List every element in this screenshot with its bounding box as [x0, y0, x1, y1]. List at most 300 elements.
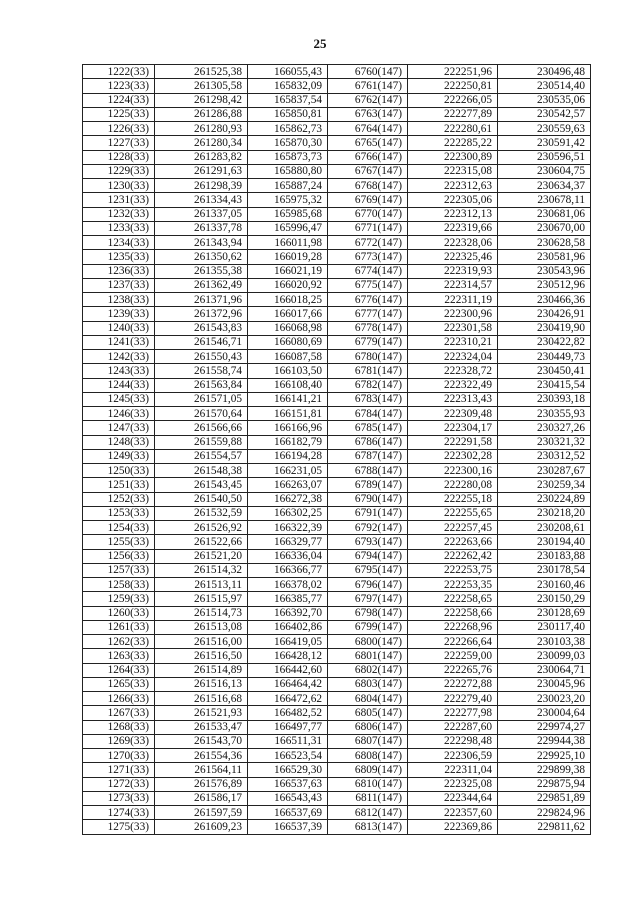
point-id-a-cell: 1223(33): [83, 79, 155, 93]
coord-y-a-cell: 166419,05: [248, 635, 328, 649]
coord-y-a-cell: 166068,98: [248, 321, 328, 335]
point-id-b-cell: 6809(147): [328, 763, 408, 777]
coord-x-b-cell: 222304,17: [408, 421, 498, 435]
table-row: [83, 107, 591, 121]
coord-x-a-cell: 261350,62: [155, 250, 248, 264]
point-id-a-cell: 1266(33): [83, 692, 155, 706]
table-row: [83, 563, 591, 577]
coord-y-b-cell: 230128,69: [498, 606, 591, 620]
coord-x-a-cell: 261521,20: [155, 549, 248, 563]
table-row: [83, 278, 591, 292]
coord-y-b-cell: 230596,51: [498, 150, 591, 164]
coord-x-a-cell: 261609,23: [155, 820, 248, 834]
coord-y-b-cell: 230099,03: [498, 649, 591, 663]
coord-x-a-cell: 261514,89: [155, 663, 248, 677]
point-id-b-cell: 6804(147): [328, 692, 408, 706]
coord-x-a-cell: 261540,50: [155, 492, 248, 506]
table-row: [83, 407, 591, 421]
coord-x-b-cell: 222255,18: [408, 492, 498, 506]
coord-x-a-cell: 261516,00: [155, 635, 248, 649]
coord-y-a-cell: 166020,92: [248, 278, 328, 292]
table-row: [83, 449, 591, 463]
table-row: [83, 293, 591, 307]
table-row: [83, 549, 591, 563]
coord-y-a-cell: 166378,02: [248, 578, 328, 592]
coord-y-b-cell: 230208,61: [498, 521, 591, 535]
point-id-a-cell: 1241(33): [83, 335, 155, 349]
coord-y-a-cell: 166392,70: [248, 606, 328, 620]
point-id-b-cell: 6813(147): [328, 820, 408, 834]
point-id-b-cell: 6782(147): [328, 378, 408, 392]
coord-y-a-cell: 166428,12: [248, 649, 328, 663]
coord-y-b-cell: 230466,36: [498, 293, 591, 307]
coord-x-b-cell: 222266,05: [408, 93, 498, 107]
point-id-b-cell: 6785(147): [328, 421, 408, 435]
point-id-b-cell: 6770(147): [328, 207, 408, 221]
table-row: [83, 335, 591, 349]
coord-x-b-cell: 222280,61: [408, 122, 498, 136]
coord-y-a-cell: 166537,39: [248, 820, 328, 834]
point-id-b-cell: 6784(147): [328, 407, 408, 421]
table-row: [83, 535, 591, 549]
coord-x-b-cell: 222325,08: [408, 777, 498, 791]
point-id-b-cell: 6776(147): [328, 293, 408, 307]
coord-x-b-cell: 222305,06: [408, 193, 498, 207]
point-id-b-cell: 6799(147): [328, 620, 408, 634]
coord-x-a-cell: 261291,63: [155, 164, 248, 178]
point-id-a-cell: 1262(33): [83, 635, 155, 649]
coord-y-b-cell: 229824,96: [498, 806, 591, 820]
coord-y-b-cell: 230117,40: [498, 620, 591, 634]
table-row: [83, 521, 591, 535]
point-id-a-cell: 1224(33): [83, 93, 155, 107]
table-row: [83, 250, 591, 264]
point-id-b-cell: 6775(147): [328, 278, 408, 292]
coord-y-b-cell: 229851,89: [498, 791, 591, 805]
point-id-b-cell: 6798(147): [328, 606, 408, 620]
point-id-a-cell: 1230(33): [83, 179, 155, 193]
coord-x-a-cell: 261283,82: [155, 150, 248, 164]
coord-y-b-cell: 230514,40: [498, 79, 591, 93]
coord-x-b-cell: 222266,64: [408, 635, 498, 649]
point-id-b-cell: 6793(147): [328, 535, 408, 549]
coord-y-a-cell: 165873,73: [248, 150, 328, 164]
coord-y-b-cell: 230259,34: [498, 478, 591, 492]
coord-y-a-cell: 166141,21: [248, 392, 328, 406]
coord-x-a-cell: 261564,11: [155, 763, 248, 777]
table-row: [83, 307, 591, 321]
coord-x-b-cell: 222251,96: [408, 65, 498, 79]
coord-x-b-cell: 222265,76: [408, 663, 498, 677]
point-id-a-cell: 1275(33): [83, 820, 155, 834]
coord-y-b-cell: 230681,06: [498, 207, 591, 221]
coord-x-a-cell: 261298,39: [155, 179, 248, 193]
table-row: [83, 464, 591, 478]
coord-x-a-cell: 261570,64: [155, 407, 248, 421]
coord-y-a-cell: 166231,05: [248, 464, 328, 478]
table-row: [83, 122, 591, 136]
coord-x-b-cell: 222357,60: [408, 806, 498, 820]
table-row: [83, 478, 591, 492]
coord-x-b-cell: 222263,66: [408, 535, 498, 549]
point-id-a-cell: 1248(33): [83, 435, 155, 449]
coord-y-b-cell: 230045,96: [498, 677, 591, 691]
coord-y-a-cell: 165850,81: [248, 107, 328, 121]
coord-x-a-cell: 261516,13: [155, 677, 248, 691]
point-id-a-cell: 1243(33): [83, 364, 155, 378]
coord-x-a-cell: 261546,71: [155, 335, 248, 349]
table-row: [83, 791, 591, 805]
point-id-b-cell: 6808(147): [328, 749, 408, 763]
table-row: [83, 663, 591, 677]
coord-x-a-cell: 261563,84: [155, 378, 248, 392]
coord-y-b-cell: 230160,46: [498, 578, 591, 592]
coord-y-a-cell: 166263,07: [248, 478, 328, 492]
coord-y-b-cell: 230604,75: [498, 164, 591, 178]
coord-y-a-cell: 166151,81: [248, 407, 328, 421]
coord-y-a-cell: 165837,54: [248, 93, 328, 107]
coord-y-b-cell: 230535,06: [498, 93, 591, 107]
coord-x-a-cell: 261543,45: [155, 478, 248, 492]
coord-y-a-cell: 166108,40: [248, 378, 328, 392]
coord-x-b-cell: 222258,65: [408, 592, 498, 606]
point-id-b-cell: 6763(147): [328, 107, 408, 121]
coord-x-b-cell: 222291,58: [408, 435, 498, 449]
coord-x-b-cell: 222319,93: [408, 264, 498, 278]
coord-y-a-cell: 166194,28: [248, 449, 328, 463]
table-row: [83, 392, 591, 406]
coord-x-a-cell: 261337,78: [155, 221, 248, 235]
point-id-a-cell: 1271(33): [83, 763, 155, 777]
point-id-a-cell: 1233(33): [83, 221, 155, 235]
point-id-a-cell: 1247(33): [83, 421, 155, 435]
table-row: [83, 79, 591, 93]
coord-x-b-cell: 222298,48: [408, 734, 498, 748]
coord-y-b-cell: 229974,27: [498, 720, 591, 734]
point-id-a-cell: 1226(33): [83, 122, 155, 136]
point-id-b-cell: 6792(147): [328, 521, 408, 535]
table-row: [83, 592, 591, 606]
coord-x-b-cell: 222306,59: [408, 749, 498, 763]
point-id-a-cell: 1265(33): [83, 677, 155, 691]
coord-y-b-cell: 230450,41: [498, 364, 591, 378]
coord-y-a-cell: 166019,28: [248, 250, 328, 264]
point-id-a-cell: 1232(33): [83, 207, 155, 221]
point-id-b-cell: 6764(147): [328, 122, 408, 136]
table-row: [83, 820, 591, 834]
coord-x-b-cell: 222322,49: [408, 378, 498, 392]
coord-y-a-cell: 166472,62: [248, 692, 328, 706]
table-row: [83, 749, 591, 763]
coord-x-a-cell: 261559,88: [155, 435, 248, 449]
point-id-b-cell: 6767(147): [328, 164, 408, 178]
point-id-a-cell: 1242(33): [83, 350, 155, 364]
point-id-a-cell: 1269(33): [83, 734, 155, 748]
point-id-a-cell: 1229(33): [83, 164, 155, 178]
coord-y-a-cell: 166018,25: [248, 293, 328, 307]
coord-x-a-cell: 261543,70: [155, 734, 248, 748]
coord-x-a-cell: 261280,34: [155, 136, 248, 150]
point-id-b-cell: 6780(147): [328, 350, 408, 364]
coord-y-a-cell: 165862,73: [248, 122, 328, 136]
coordinates-table-body: [83, 65, 591, 835]
table-row: [83, 221, 591, 235]
coord-x-b-cell: 222259,00: [408, 649, 498, 663]
coord-y-a-cell: 165832,09: [248, 79, 328, 93]
table-row: [83, 578, 591, 592]
coord-x-a-cell: 261362,49: [155, 278, 248, 292]
coord-y-a-cell: 166087,58: [248, 350, 328, 364]
point-id-b-cell: 6789(147): [328, 478, 408, 492]
coord-x-a-cell: 261516,50: [155, 649, 248, 663]
coord-x-b-cell: 222319,66: [408, 221, 498, 235]
point-id-b-cell: 6760(147): [328, 65, 408, 79]
table-row: [83, 421, 591, 435]
point-id-a-cell: 1254(33): [83, 521, 155, 535]
coord-x-a-cell: 261515,97: [155, 592, 248, 606]
coord-x-b-cell: 222300,96: [408, 307, 498, 321]
coord-y-b-cell: 229811,62: [498, 820, 591, 834]
coord-x-a-cell: 261522,66: [155, 535, 248, 549]
coord-y-b-cell: 229899,38: [498, 763, 591, 777]
point-id-a-cell: 1268(33): [83, 720, 155, 734]
coord-y-a-cell: 165880,80: [248, 164, 328, 178]
coord-x-b-cell: 222369,86: [408, 820, 498, 834]
point-id-a-cell: 1227(33): [83, 136, 155, 150]
coord-y-b-cell: 230194,40: [498, 535, 591, 549]
point-id-b-cell: 6772(147): [328, 236, 408, 250]
point-id-b-cell: 6800(147): [328, 635, 408, 649]
coord-y-b-cell: 230218,20: [498, 506, 591, 520]
coord-x-b-cell: 222287,60: [408, 720, 498, 734]
point-id-b-cell: 6787(147): [328, 449, 408, 463]
coord-x-b-cell: 222300,16: [408, 464, 498, 478]
coord-y-b-cell: 230312,52: [498, 449, 591, 463]
coord-x-b-cell: 222325,46: [408, 250, 498, 264]
coord-y-a-cell: 166272,38: [248, 492, 328, 506]
coord-x-a-cell: 261543,83: [155, 321, 248, 335]
point-id-a-cell: 1272(33): [83, 777, 155, 791]
coord-y-a-cell: 166302,25: [248, 506, 328, 520]
point-id-a-cell: 1259(33): [83, 592, 155, 606]
point-id-b-cell: 6786(147): [328, 435, 408, 449]
coord-x-b-cell: 222253,35: [408, 578, 498, 592]
coord-y-b-cell: 230581,96: [498, 250, 591, 264]
coord-y-a-cell: 166537,69: [248, 806, 328, 820]
coord-x-b-cell: 222285,22: [408, 136, 498, 150]
table-row: [83, 506, 591, 520]
point-id-b-cell: 6790(147): [328, 492, 408, 506]
point-id-a-cell: 1237(33): [83, 278, 155, 292]
coord-y-b-cell: 230496,48: [498, 65, 591, 79]
point-id-a-cell: 1235(33): [83, 250, 155, 264]
coord-y-b-cell: 230678,11: [498, 193, 591, 207]
coord-x-a-cell: 261371,96: [155, 293, 248, 307]
point-id-b-cell: 6795(147): [328, 563, 408, 577]
coord-x-a-cell: 261554,57: [155, 449, 248, 463]
coord-y-a-cell: 166080,69: [248, 335, 328, 349]
coord-x-b-cell: 222277,98: [408, 706, 498, 720]
coord-y-b-cell: 230393,18: [498, 392, 591, 406]
coord-y-a-cell: 166366,77: [248, 563, 328, 577]
coord-y-a-cell: 166537,63: [248, 777, 328, 791]
coord-x-b-cell: 222302,28: [408, 449, 498, 463]
coord-y-b-cell: 230426,91: [498, 307, 591, 321]
coord-y-a-cell: 165996,47: [248, 221, 328, 235]
coord-x-a-cell: 261305,58: [155, 79, 248, 93]
coord-y-a-cell: 166011,98: [248, 236, 328, 250]
point-id-b-cell: 6781(147): [328, 364, 408, 378]
coord-y-b-cell: 230415,54: [498, 378, 591, 392]
point-id-a-cell: 1267(33): [83, 706, 155, 720]
coord-y-b-cell: 230023,20: [498, 692, 591, 706]
coord-x-a-cell: 261597,59: [155, 806, 248, 820]
coord-x-a-cell: 261554,36: [155, 749, 248, 763]
table-row: [83, 806, 591, 820]
coord-x-b-cell: 222268,96: [408, 620, 498, 634]
coord-y-b-cell: 230543,96: [498, 264, 591, 278]
point-id-a-cell: 1274(33): [83, 806, 155, 820]
point-id-a-cell: 1225(33): [83, 107, 155, 121]
point-id-b-cell: 6788(147): [328, 464, 408, 478]
coord-x-b-cell: 222272,88: [408, 677, 498, 691]
table-row: [83, 763, 591, 777]
coord-x-b-cell: 222310,21: [408, 335, 498, 349]
point-id-a-cell: 1250(33): [83, 464, 155, 478]
coord-y-b-cell: 230628,58: [498, 236, 591, 250]
point-id-b-cell: 6794(147): [328, 549, 408, 563]
table-row: [83, 492, 591, 506]
table-row: [83, 207, 591, 221]
point-id-b-cell: 6801(147): [328, 649, 408, 663]
coord-x-b-cell: 222315,08: [408, 164, 498, 178]
coord-x-a-cell: 261548,38: [155, 464, 248, 478]
coord-y-b-cell: 230512,96: [498, 278, 591, 292]
coord-y-b-cell: 230183,88: [498, 549, 591, 563]
coord-x-a-cell: 261372,96: [155, 307, 248, 321]
coord-y-b-cell: 229944,38: [498, 734, 591, 748]
table-row: [83, 720, 591, 734]
coord-x-a-cell: 261298,42: [155, 93, 248, 107]
coord-x-b-cell: 222311,04: [408, 763, 498, 777]
table-row: [83, 435, 591, 449]
table-row: [83, 649, 591, 663]
coord-x-b-cell: 222324,04: [408, 350, 498, 364]
coord-y-a-cell: 166402,86: [248, 620, 328, 634]
point-id-a-cell: 1253(33): [83, 506, 155, 520]
coord-y-b-cell: 230634,37: [498, 179, 591, 193]
coord-y-a-cell: 166336,04: [248, 549, 328, 563]
coord-y-b-cell: 230542,57: [498, 107, 591, 121]
coord-x-b-cell: 222328,72: [408, 364, 498, 378]
table-row: [83, 635, 591, 649]
coord-x-a-cell: 261558,74: [155, 364, 248, 378]
coord-y-a-cell: 165985,68: [248, 207, 328, 221]
coord-y-a-cell: 166322,39: [248, 521, 328, 535]
point-id-b-cell: 6773(147): [328, 250, 408, 264]
coord-x-b-cell: 222300,89: [408, 150, 498, 164]
coord-x-b-cell: 222309,48: [408, 407, 498, 421]
coord-x-a-cell: 261533,47: [155, 720, 248, 734]
coord-y-b-cell: 230103,38: [498, 635, 591, 649]
table-row: [83, 378, 591, 392]
page-number: 25: [313, 36, 327, 51]
coord-x-a-cell: 261576,89: [155, 777, 248, 791]
table-row: [83, 350, 591, 364]
coord-x-b-cell: 222301,58: [408, 321, 498, 335]
coord-x-a-cell: 261526,92: [155, 521, 248, 535]
coord-y-a-cell: 166055,43: [248, 65, 328, 79]
coord-x-a-cell: 261280,93: [155, 122, 248, 136]
coord-y-b-cell: 230449,73: [498, 350, 591, 364]
coord-y-a-cell: 166464,42: [248, 677, 328, 691]
coord-x-b-cell: 222314,57: [408, 278, 498, 292]
point-id-a-cell: 1270(33): [83, 749, 155, 763]
coord-y-b-cell: 230591,42: [498, 136, 591, 150]
table-row: [83, 264, 591, 278]
coord-y-b-cell: 230321,32: [498, 435, 591, 449]
coord-y-b-cell: 230287,67: [498, 464, 591, 478]
point-id-a-cell: 1238(33): [83, 293, 155, 307]
coord-y-b-cell: 230559,63: [498, 122, 591, 136]
table-row: [83, 65, 591, 79]
point-id-a-cell: 1246(33): [83, 407, 155, 421]
point-id-a-cell: 1263(33): [83, 649, 155, 663]
point-id-b-cell: 6797(147): [328, 592, 408, 606]
coord-y-b-cell: 230670,00: [498, 221, 591, 235]
point-id-b-cell: 6810(147): [328, 777, 408, 791]
point-id-b-cell: 6796(147): [328, 578, 408, 592]
coord-x-a-cell: 261355,38: [155, 264, 248, 278]
coord-y-a-cell: 166497,77: [248, 720, 328, 734]
point-id-a-cell: 1258(33): [83, 578, 155, 592]
coord-y-a-cell: 166329,77: [248, 535, 328, 549]
point-id-b-cell: 6768(147): [328, 179, 408, 193]
coord-x-b-cell: 222312,13: [408, 207, 498, 221]
point-id-a-cell: 1257(33): [83, 563, 155, 577]
point-id-a-cell: 1251(33): [83, 478, 155, 492]
coord-y-a-cell: 166529,30: [248, 763, 328, 777]
coord-y-a-cell: 166103,50: [248, 364, 328, 378]
point-id-a-cell: 1245(33): [83, 392, 155, 406]
point-id-b-cell: 6762(147): [328, 93, 408, 107]
table-row: [83, 93, 591, 107]
table-row: [83, 136, 591, 150]
point-id-a-cell: 1239(33): [83, 307, 155, 321]
point-id-a-cell: 1252(33): [83, 492, 155, 506]
coord-x-a-cell: 261566,66: [155, 421, 248, 435]
coord-x-a-cell: 261513,11: [155, 578, 248, 592]
table-row: [83, 734, 591, 748]
coord-y-a-cell: 166166,96: [248, 421, 328, 435]
point-id-b-cell: 6807(147): [328, 734, 408, 748]
coordinates-table: [82, 64, 591, 835]
point-id-a-cell: 1240(33): [83, 321, 155, 335]
coord-y-a-cell: 166523,54: [248, 749, 328, 763]
coord-x-b-cell: 222312,63: [408, 179, 498, 193]
point-id-a-cell: 1255(33): [83, 535, 155, 549]
table-row: [83, 321, 591, 335]
point-id-b-cell: 6771(147): [328, 221, 408, 235]
coord-y-b-cell: 230004,64: [498, 706, 591, 720]
point-id-a-cell: 1249(33): [83, 449, 155, 463]
coord-x-a-cell: 261337,05: [155, 207, 248, 221]
coord-x-a-cell: 261343,94: [155, 236, 248, 250]
coord-x-b-cell: 222257,45: [408, 521, 498, 535]
coord-y-b-cell: 230355,93: [498, 407, 591, 421]
table-row: [83, 706, 591, 720]
point-id-b-cell: 6791(147): [328, 506, 408, 520]
